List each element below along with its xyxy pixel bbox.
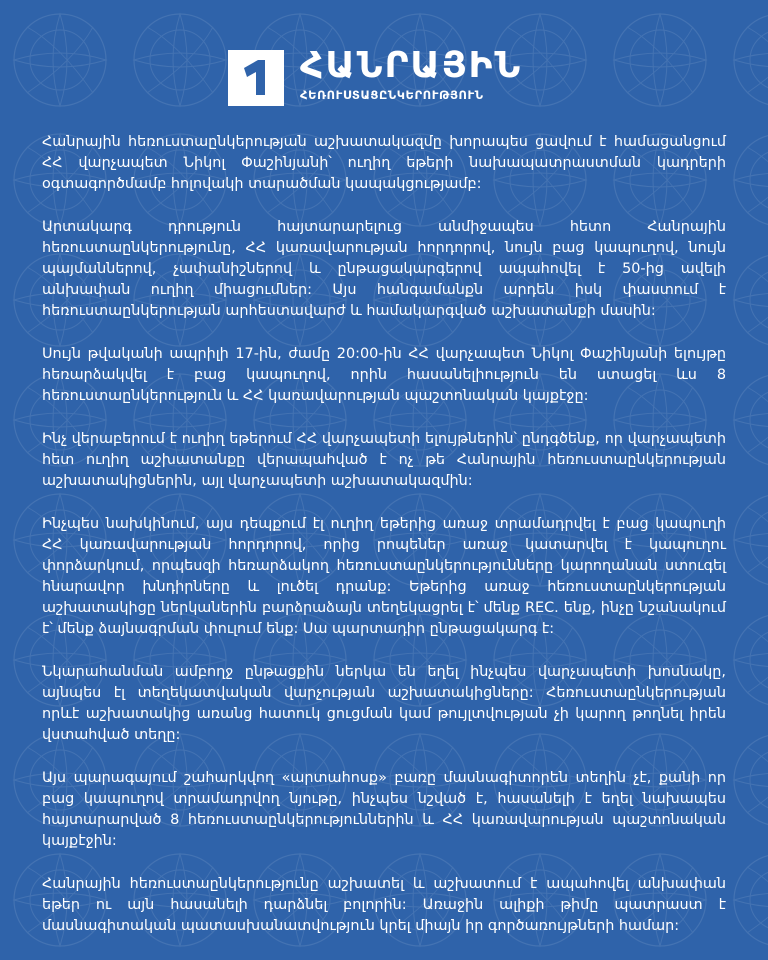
paragraph-3: Սույն թվականի ապրիլի 17-ին, ժամը 20:00-ին ՀՀ վարչապետ Նիկոլ Փաշինյանի ելույթը հեռարձակվել է բաց կապուղով, որին հասանելիություն են ստացել ևս 8 հեռուստաընկերություն և ՀՀ կառավարության պաշտոնական կայքէջը:	[42, 346, 726, 404]
paragraph-6: Նկարահանման ամբողջ ընթացքին ներկա են եղել ինչպես վարչապետի խոսնակը, այնպես էլ տեղեկատվական վարչության աշխատակիցները: Հեռուստաընկերության որևէ աշխատակից առանց հատուկ ցուցման կամ թույլտվության չի կարող թողնել իրեն վստահված տեղը:	[42, 664, 726, 743]
paragraph-5: Ինչպես նախկինում, այս դեպքում էլ ուղիղ եթերից առաջ տրամադրվել է բաց կապուղի ՀՀ կառավարության հորդորով, որից րոպեներ առաջ կատարվել է կապուղու փորձարկում, որպեսզի հեռարձակող հեռուստաընկերությունները կարողանան ստուգել հնարավոր խնդիրները և լուծել դրանք: Եթերից առաջ հեռուստաընկերության աշխատակիցը ներկաներին բարձրաձայն տեղեկացրել է՝ մենք REC. ենք, ինչը նշանակում է՝ մենք ձայնագրման փուլում ենք: Սա պարտադիր ընթացակարգ է:	[42, 516, 726, 637]
paragraph-8: Հանրային հեռուստաընկերությունը աշխատել և աշխատում է ապահովել անխափան եթեր ու այն հասանելի դարձնել բոլորին: Առաջին ալիքի թիմը պատրաստ է մասնագիտական պատասխանատվություն կրել միայն իր գործառույթների համար:	[42, 876, 726, 934]
brand-name: ՀԱՆՐԱՅԻՆ	[300, 45, 523, 86]
paragraph-2: Արտակարգ դրություն հայտարարելուց անմիջապես հետո Հանրային հեռուստաընկերությունը, ՀՀ կառավարության հորդորով, նույն բաց կապուղով, նույն պայմաններով, չափանիշներով և ընթացակարգերով ապահովել է 50-ից ավելի անխափան ուղիղ միացումներ: Այս հանգամանքն արդեն իսկ փաստում է հեռուստաընկերության արհեստավարժ և համակարգված աշխատանքի մասին:	[42, 219, 726, 319]
brand-subtitle: ՀԵՌՈՒՍՏԱՑԸՆԿԵՐՈՒԹՅՈՒՆ	[300, 88, 484, 102]
channel-one-logo-icon	[228, 50, 284, 106]
header	[0, 0, 768, 130]
paragraph-4: Ինչ վերաբերում է ուղիղ եթերում ՀՀ վարչապետի ելույթներին՝ ընդգծենք, որ վարչապետի հետ ուղիղ աշխատանքը վերապահված է ոչ թե Հանրային հեռուստաընկերության աշխատակիցներին, այլ վարչապետի աշխատակազմին:	[42, 431, 726, 489]
statement-body	[42, 132, 726, 959]
paragraph-1: Հանրային հեռուստաընկերության աշխատակազմը խորապես ցավում է համացանցում ՀՀ վարչապետ Նիկոլ Փաշինյանի՝ ուղիղ եթերի նախապատրաստման կադրերի օգտագործմամբ հոլովակի տարածման կապակցությամբ:	[42, 134, 726, 192]
paragraph-7: Այս պարագայում շահարկվող «արտահոսք» բառը մասնագիտորեն տեղին չէ, քանի որ բաց կապուղով տրամադրվող նյութը, ինչպես նշված է, հասանելի է եղել նախապես հայտարարված 8 հեռուստաընկերություններին և ՀՀ կառավարության պաշտոնական կայքէջին:	[42, 770, 726, 849]
